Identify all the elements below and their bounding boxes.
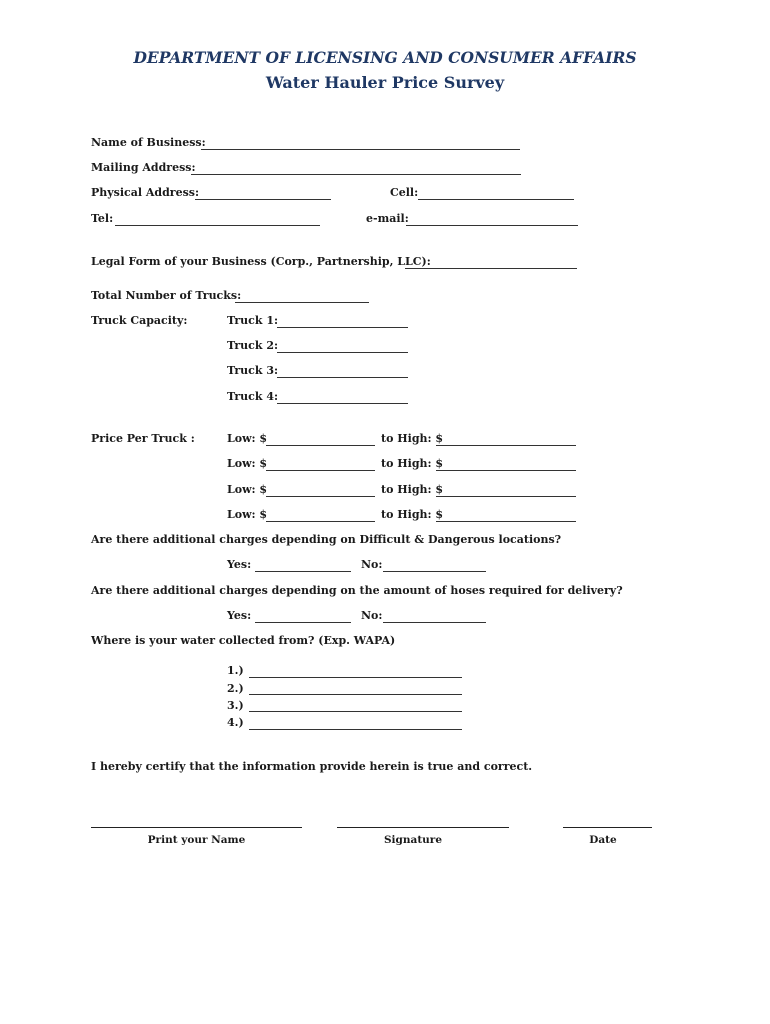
hoses-no-field[interactable] [383,622,486,623]
signature-caption: Signature [383,834,443,846]
hoses-no-label: No: [361,609,383,622]
business-name-label: Name of Business: [91,136,206,149]
business-name-field[interactable] [201,149,520,150]
source-3-label: 3.) [227,699,244,712]
truck-4-label: Truck 4: [227,390,279,403]
total-trucks-field[interactable] [235,302,369,303]
truck-3-label: Truck 3: [227,364,279,377]
legal-form-field[interactable] [405,268,577,269]
truck-2-label: Truck 2: [227,339,279,352]
source-2-label: 2.) [227,682,244,695]
signature-line[interactable] [337,827,509,828]
price-3-high-field[interactable] [436,496,576,497]
source-4-label: 4.) [227,716,244,729]
difficult-yes-field[interactable] [255,571,351,572]
hoses-yes-field[interactable] [255,622,351,623]
tel-label: Tel: [91,212,114,225]
mailing-address-label: Mailing Address: [91,161,196,174]
price-2-low-field[interactable] [266,470,375,471]
source-4-field[interactable] [249,729,462,730]
tel-field[interactable] [115,225,320,226]
certification-statement: I hereby certify that the information provide herein is true and correct. [91,760,533,773]
cell-label: Cell: [390,186,419,199]
source-2-field[interactable] [249,694,462,695]
price-4-high-label: to High: $ [381,508,444,521]
price-1-low-label: Low: $ [227,432,268,445]
truck-3-field[interactable] [277,377,408,378]
physical-address-field[interactable] [195,199,331,200]
water-source-question: Where is your water collected from? (Exp. WAPA) [91,634,396,647]
total-trucks-label: Total Number of Trucks: [91,289,242,302]
price-2-high-label: to High: $ [381,457,444,470]
print-name-caption: Print your Name [147,834,246,846]
legal-form-label: Legal Form of your Business (Corp., Partnership, LLC): [91,255,431,268]
date-caption: Date [589,834,617,846]
difficult-yes-label: Yes: [227,558,252,571]
source-1-label: 1.) [227,664,244,677]
date-line[interactable] [563,827,652,828]
hoses-question: Are there additional charges depending on the amount of hoses required for delivery? [91,584,623,597]
price-1-low-field[interactable] [266,445,375,446]
price-2-low-label: Low: $ [227,457,268,470]
print-name-line[interactable] [91,827,302,828]
price-3-low-field[interactable] [266,496,375,497]
department-heading: DEPARTMENT OF LICENSING AND CONSUMER AFFAIRS [133,48,637,67]
price-3-low-label: Low: $ [227,483,268,496]
email-field[interactable] [406,225,578,226]
price-4-low-label: Low: $ [227,508,268,521]
difficult-no-field[interactable] [383,571,486,572]
price-per-truck-label: Price Per Truck : [91,432,195,445]
price-1-high-field[interactable] [436,445,576,446]
price-1-high-label: to High: $ [381,432,444,445]
price-4-high-field[interactable] [436,521,576,522]
difficult-no-label: No: [361,558,383,571]
truck-1-label: Truck 1: [227,314,279,327]
cell-field[interactable] [418,199,574,200]
hoses-yes-label: Yes: [227,609,252,622]
physical-address-label: Physical Address: [91,186,200,199]
truck-1-field[interactable] [277,327,408,328]
price-4-low-field[interactable] [266,521,375,522]
truck-2-field[interactable] [277,352,408,353]
price-3-high-label: to High: $ [381,483,444,496]
source-1-field[interactable] [249,677,462,678]
truck-4-field[interactable] [277,403,408,404]
difficult-locations-question: Are there additional charges depending on Difficult & Dangerous locations? [91,533,562,546]
mailing-address-field[interactable] [191,174,521,175]
truck-capacity-label: Truck Capacity: [91,314,188,327]
source-3-field[interactable] [249,711,462,712]
email-label: e-mail: [366,212,409,225]
price-2-high-field[interactable] [436,470,576,471]
form-title: Water Hauler Price Survey [265,73,505,92]
